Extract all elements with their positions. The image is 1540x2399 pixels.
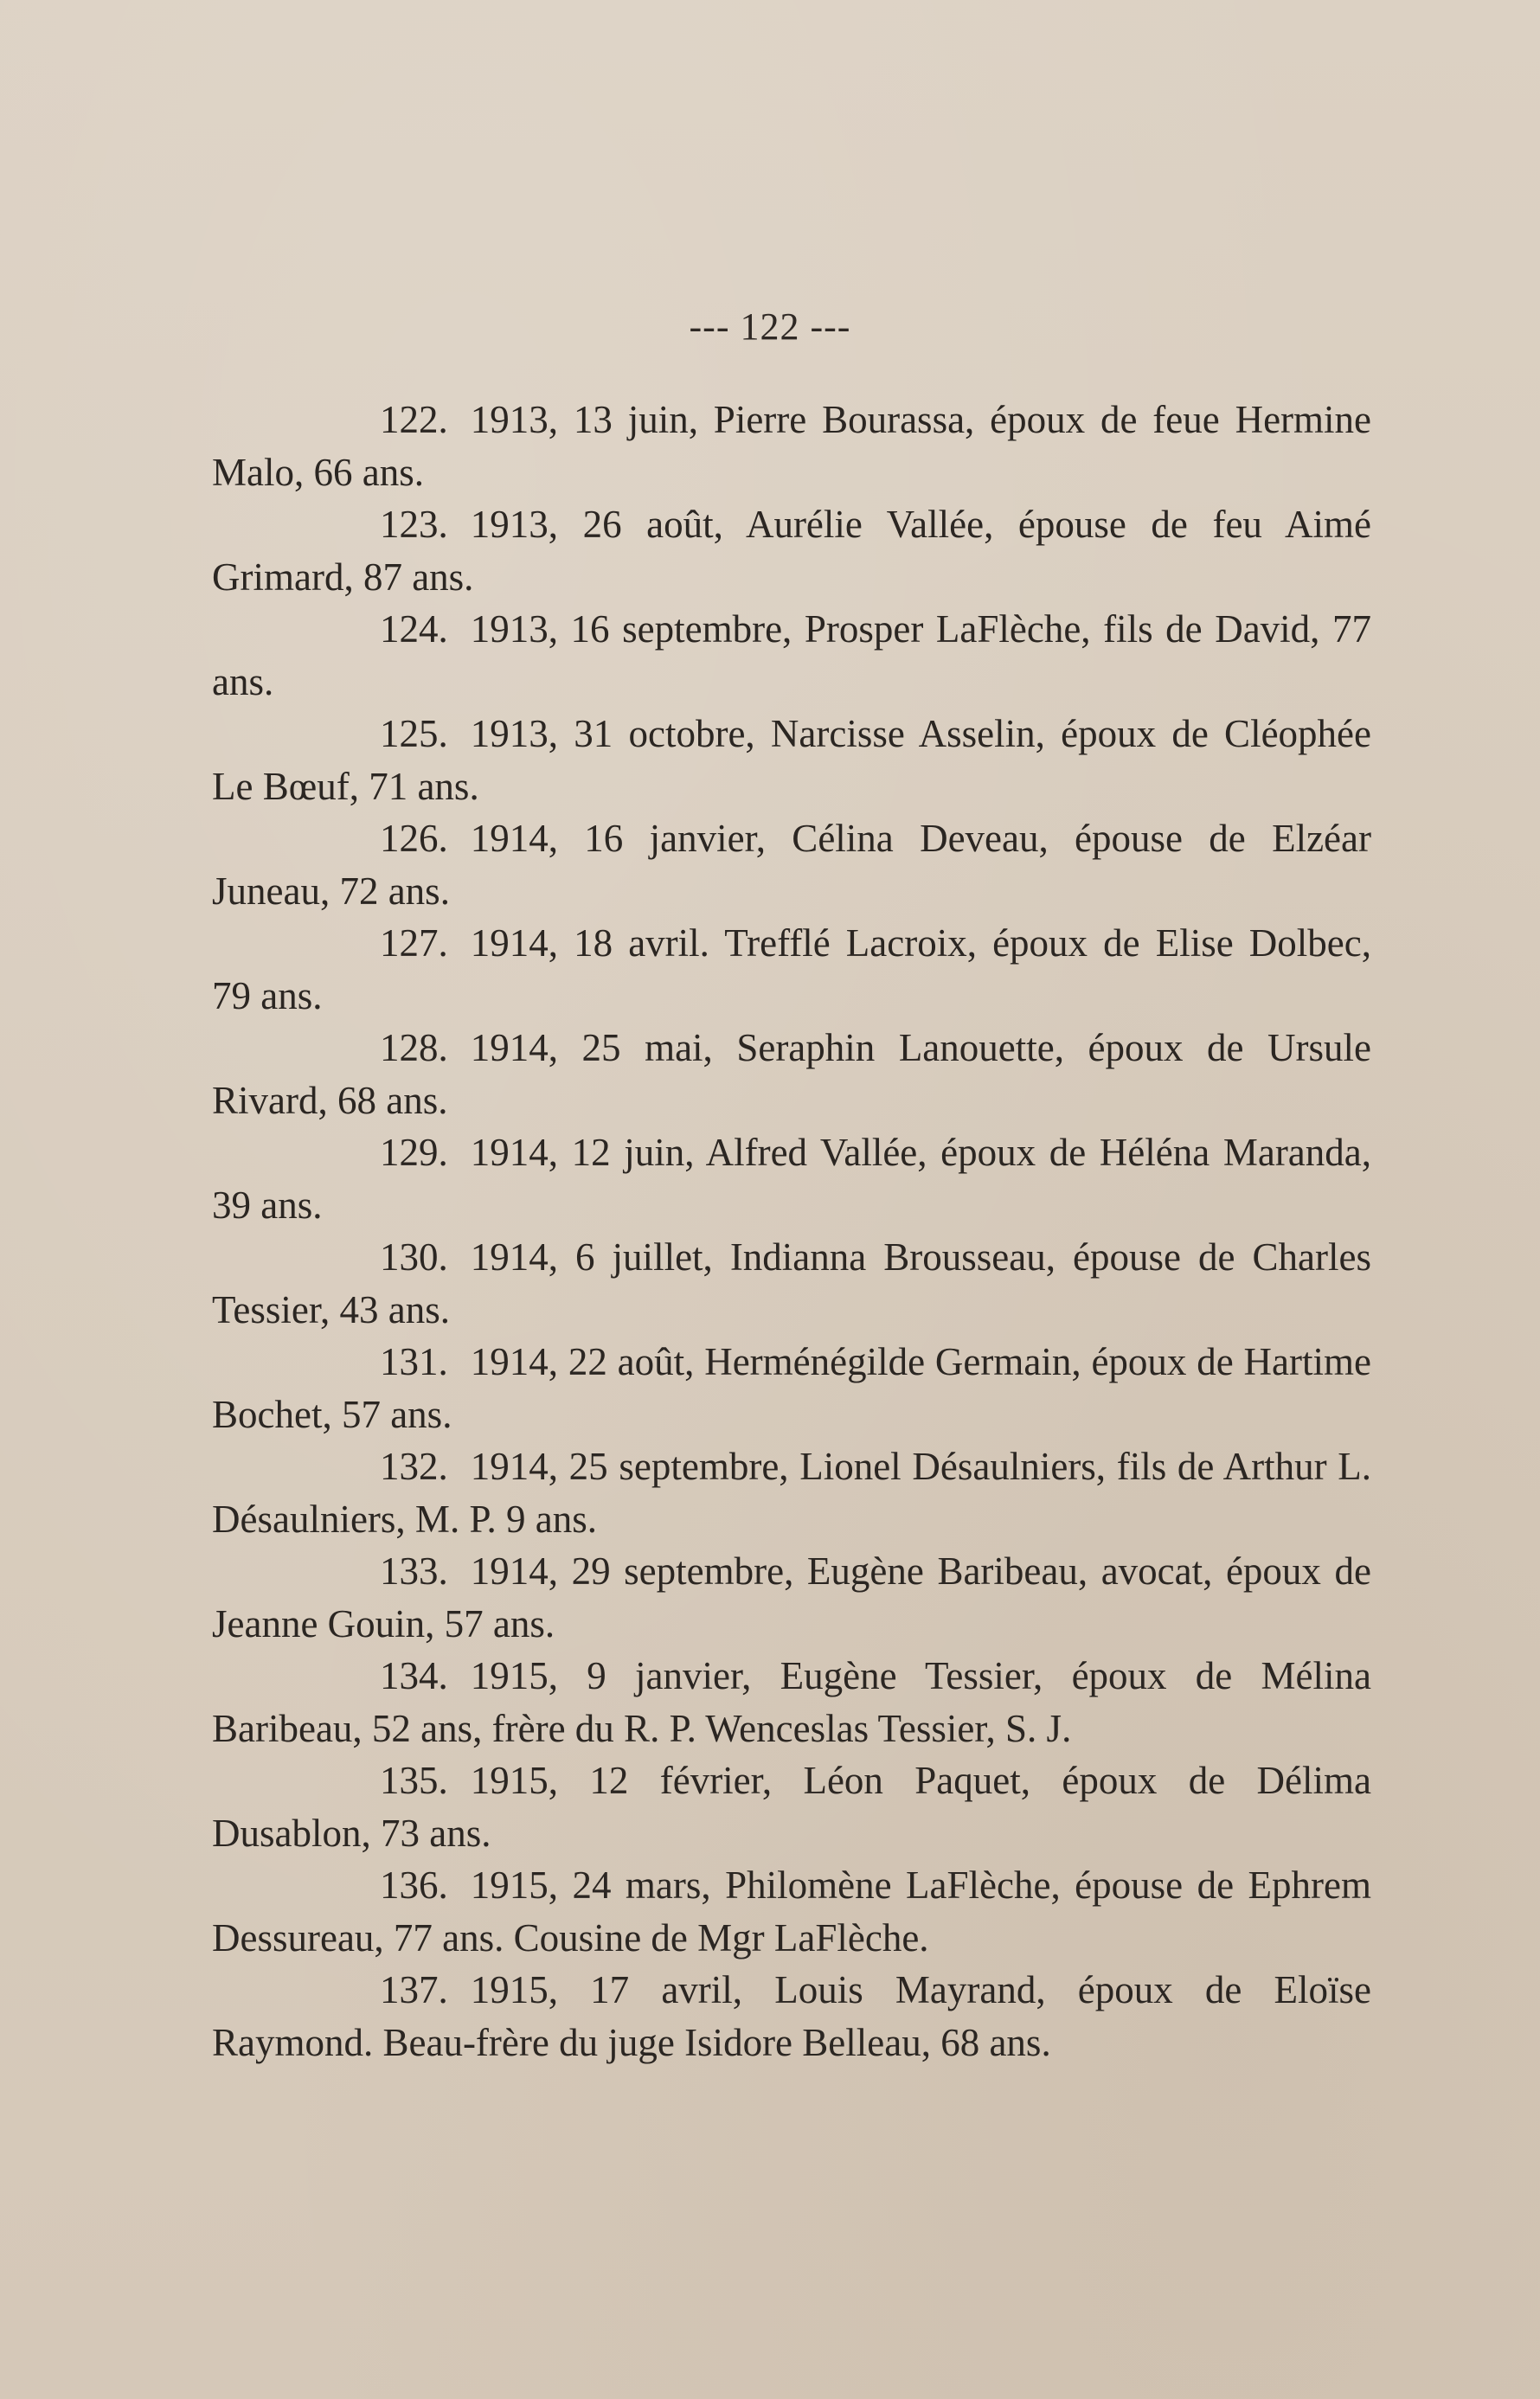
entry-text: 1913, 13 juin, Pierre Bourassa, époux de feue Hermine Malo, 66 ans. xyxy=(212,398,1371,494)
list-item xyxy=(212,1440,1371,1545)
entry-number: 137. xyxy=(380,1968,448,2011)
entry-number: 125. xyxy=(380,712,448,755)
list-item xyxy=(212,1545,1371,1650)
entry-number: 127. xyxy=(380,921,448,965)
entry-text: 1915, 12 février, Léon Paquet, époux de Délima Dusablon, 73 ans. xyxy=(212,1759,1371,1855)
entry-number: 135. xyxy=(380,1759,448,1802)
list-item xyxy=(212,1022,1371,1126)
list-item xyxy=(212,603,1371,708)
list-item xyxy=(212,394,1371,498)
entry-text: 1914, 16 janvier, Célina Deveau, épouse de Elzéar Juneau, 72 ans. xyxy=(212,817,1371,913)
entry-number: 136. xyxy=(380,1863,448,1907)
entry-text: 1914, 12 juin, Alfred Vallée, époux de Héléna Maranda, 39 ans. xyxy=(212,1131,1371,1227)
list-item xyxy=(212,1964,1371,2069)
page-number: --- 122 --- xyxy=(689,305,851,348)
entry-text: 1915, 17 avril, Louis Mayrand, époux de Eloïse Raymond. Beau-frère du juge Isidore Belleau, 68 ans. xyxy=(212,1968,1371,2064)
entry-number: 130. xyxy=(380,1235,448,1279)
list-item xyxy=(212,1231,1371,1336)
list-item xyxy=(212,1754,1371,1859)
list-item xyxy=(212,917,1371,1022)
entry-text: 1914, 22 août, Herménégilde Germain, époux de Hartime Bochet, 57 ans. xyxy=(212,1340,1371,1436)
entry-number: 129. xyxy=(380,1131,448,1174)
list-item xyxy=(212,1859,1371,1964)
list-item xyxy=(212,708,1371,812)
entry-number: 124. xyxy=(380,607,448,651)
entry-number: 123. xyxy=(380,503,448,546)
entry-number: 134. xyxy=(380,1654,448,1697)
entry-text: 1914, 6 juillet, Indianna Brousseau, épouse de Charles Tessier, 43 ans. xyxy=(212,1235,1371,1331)
list-item xyxy=(212,812,1371,917)
entry-text: 1914, 29 septembre, Eugène Baribeau, avocat, époux de Jeanne Gouin, 57 ans. xyxy=(212,1549,1371,1645)
entry-number: 132. xyxy=(380,1445,448,1488)
list-item xyxy=(212,1126,1371,1231)
entry-text: 1913, 31 octobre, Narcisse Asselin, époux de Cléophée Le Bœuf, 71 ans. xyxy=(212,712,1371,808)
list-item xyxy=(212,498,1371,603)
entry-text: 1915, 9 janvier, Eugène Tessier, époux de Mélina Baribeau, 52 ans, frère du R. P. Wenceslas Tessier, S. J. xyxy=(212,1654,1371,1750)
list-item xyxy=(212,1650,1371,1754)
entry-number: 128. xyxy=(380,1026,448,1069)
entry-number: 126. xyxy=(380,817,448,860)
entry-text: 1913, 16 septembre, Prosper LaFlèche, fils de David, 77 ans. xyxy=(212,607,1371,703)
entry-text: 1915, 24 mars, Philomène LaFlèche, épouse de Ephrem Dessureau, 77 ans. Cousine de Mgr LaFlèche. xyxy=(212,1863,1371,1960)
entry-number: 122. xyxy=(380,398,448,441)
entry-text: 1914, 25 mai, Seraphin Lanouette, époux de Ursule Rivard, 68 ans. xyxy=(212,1026,1371,1122)
list-item xyxy=(212,1336,1371,1440)
entry-number: 131. xyxy=(380,1340,448,1383)
entry-text: 1914, 25 septembre, Lionel Désaulniers, fils de Arthur L. Désaulniers, M. P. 9 ans. xyxy=(212,1445,1371,1541)
entry-text: 1913, 26 août, Aurélie Vallée, épouse de feu Aimé Grimard, 87 ans. xyxy=(212,503,1371,599)
entry-text: 1914, 18 avril. Trefflé Lacroix, époux de Elise Dolbec, 79 ans. xyxy=(212,921,1371,1017)
entry-list xyxy=(212,394,1371,2069)
entry-number: 133. xyxy=(380,1549,448,1593)
